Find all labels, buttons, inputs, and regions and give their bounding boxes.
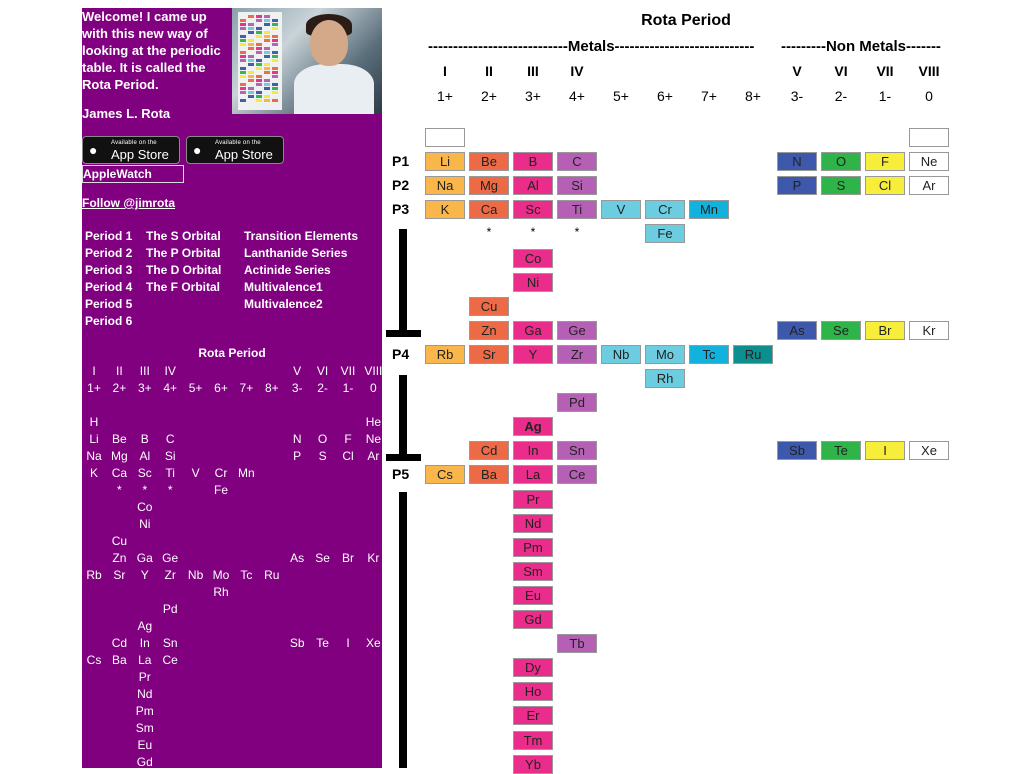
element-cell[interactable]: V [601,200,641,219]
nav-link-p-orbital[interactable]: The P Orbital [146,246,221,260]
period-bracket-bar [399,492,407,768]
element-cell[interactable]: C [557,152,597,171]
mini-cell: Mn [238,466,255,480]
element-cell[interactable]: Sr [469,345,509,364]
nav-series [244,228,358,313]
mini-cell: Ni [139,517,151,531]
element-cell[interactable]: N [777,152,817,171]
valence-label: 1- [878,88,892,104]
element-cell[interactable]: F [865,152,905,171]
group-label: VIII [918,63,940,79]
mini-cell: V [191,466,200,480]
element-cell[interactable]: Cs [425,465,465,484]
element-cell[interactable]: Pr [513,490,553,509]
nav-link-period-2[interactable]: Period 2 [85,246,133,260]
valence-label: 4+ [569,88,585,104]
element-cell[interactable]: O [821,152,861,171]
element-cell[interactable]: Rh [645,369,685,388]
element-cell[interactable]: Sm [513,562,553,581]
period-label: P3 [392,201,410,218]
photo-shirt [294,64,374,114]
mini-cell: C [165,432,175,446]
mini-cell: Mg [111,449,128,463]
element-cell[interactable]: Ru [733,345,773,364]
mini-cell: P [293,449,302,463]
element-cell[interactable]: Zn [469,321,509,340]
nav-link-period-5[interactable]: Period 5 [85,297,133,311]
mini-cell: Co [137,500,153,514]
nav-link-multivalence2[interactable]: Multivalence2 [244,297,323,311]
nav-link-d-orbital[interactable]: The D Orbital [146,263,222,277]
group-label: VI [834,63,848,79]
element-cell[interactable]: Ga [513,321,553,340]
element-cell[interactable]: Er [513,706,553,725]
mini-cell: Sm [135,721,154,735]
mini-cell: Sr [113,568,126,582]
mini-cell: * [117,483,122,497]
mini-cell: Na [86,449,102,463]
valence-label: 5+ [613,88,629,104]
mini-cell: Zn [112,551,127,565]
element-cell[interactable]: Nb [601,345,641,364]
sidebar [82,8,382,768]
mini-cell: Sn [162,636,178,650]
mini-cell: Sb [289,636,305,650]
valence-label: 2+ [481,88,497,104]
mini-cell: O [317,432,328,446]
photo-face [310,20,348,66]
mini-cell: * [167,483,173,497]
apple-logo-icon: ● [89,142,98,158]
element-cell[interactable]: Br [865,321,905,340]
mini-cell: Ca [111,466,128,480]
element-cell[interactable]: Se [821,321,861,340]
period-label: P2 [392,177,410,194]
element-cell[interactable]: Y [513,345,553,364]
mini-cell: I [92,364,96,378]
mini-cell: 4+ [163,381,178,395]
nav-link-actinide[interactable]: Actinide Series [244,263,331,277]
element-cell[interactable]: Li [425,152,465,171]
element-cell[interactable]: Xe [909,441,949,460]
empty-element-box [909,128,949,147]
follow-link[interactable]: Follow @jimrota [82,196,176,210]
mini-cell: 5+ [188,381,203,395]
nonmetals-header: ---------Non Metals------- [781,38,941,55]
period-bracket-bar [399,375,407,457]
mini-cell: S [318,449,327,463]
apple-logo-icon: ● [193,142,202,158]
element-cell[interactable]: Ag [513,417,553,436]
mini-cell: Se [315,551,330,565]
mini-cell: Sc [137,466,152,480]
mini-cell: II [116,364,123,378]
element-cell[interactable]: K [425,200,465,219]
element-cell[interactable]: Ba [469,465,509,484]
period-label: P5 [392,466,410,483]
mini-cell: Br [342,551,354,565]
mini-cell: Tc [240,568,253,582]
mini-cell: Rh [213,585,229,599]
metals-header: ----------------------------Metals---------------------------- [428,38,755,55]
period-label: P4 [392,345,410,362]
mini-cell: Cd [111,636,128,650]
nav-link-transition[interactable]: Transition Elements [244,229,359,243]
mini-cell: Nd [137,687,153,701]
valence-label: 1+ [437,88,453,104]
element-cell[interactable]: Si [557,176,597,195]
mini-cell: Pr [138,670,151,684]
period-bracket-foot [386,454,421,461]
element-cell[interactable]: In [513,441,553,460]
element-cell[interactable]: B [513,152,553,171]
nav-link-f-orbital[interactable]: The F Orbital [146,280,221,294]
valence-label: 0 [925,88,933,104]
valence-label: 2- [834,88,848,104]
element-cell[interactable]: P [777,176,817,195]
mini-cell: Ag [137,619,153,633]
app-store-big-text: App Store [111,147,169,162]
mini-cell: H [89,415,99,429]
element-cell[interactable]: Mn [689,200,729,219]
element-cell[interactable]: Sc [513,200,553,219]
nav-link-period-3[interactable]: Period 3 [85,263,133,277]
app-store-small-text: Available on the [111,140,157,146]
valence-label: 8+ [745,88,761,104]
star-marker: * [574,225,580,240]
mini-cell: 1- [342,381,354,395]
nav-link-s-orbital[interactable]: The S Orbital [146,229,221,243]
mini-cell: Pd [162,602,178,616]
mini-cell: 7+ [239,381,254,395]
element-cell[interactable]: Cu [469,297,509,316]
group-label: IV [570,63,584,79]
element-cell[interactable]: Sb [777,441,817,460]
mini-cell: 6+ [214,381,228,395]
mini-cell: IV [164,364,176,378]
mini-cell: 3- [291,381,303,395]
mini-cell: 8+ [264,381,279,395]
mini-cell: 1+ [87,381,101,395]
mini-cell: * [142,483,148,497]
nav-periods [85,228,132,330]
mini-cell: 0 [370,381,377,395]
element-cell[interactable]: Ti [557,200,597,219]
mini-cell: Mo [212,568,230,582]
mini-cell: Al [139,449,151,463]
mini-cell: VIII [364,364,382,378]
element-cell[interactable]: Cr [645,200,685,219]
mini-cell: K [89,466,98,480]
mini-cell: La [138,653,152,667]
mini-cell: Si [164,449,176,463]
mini-cell: Li [89,432,99,446]
element-cell[interactable]: Rb [425,345,465,364]
mini-cell: Ar [367,449,380,463]
group-label: III [527,63,539,79]
element-cell[interactable]: Pm [513,538,553,557]
element-cell[interactable]: Ni [513,273,553,292]
star-marker: * [486,225,492,240]
mini-cell: Gd [136,755,153,768]
app-store-button-watch[interactable] [186,136,284,164]
mini-cell: Zr [164,568,176,582]
element-cell[interactable]: Kr [909,321,949,340]
element-cell[interactable]: Ho [513,682,553,701]
mini-cell: F [344,432,352,446]
element-cell[interactable]: Na [425,176,465,195]
mini-cell: Ne [365,432,382,446]
mini-cell: Ti [165,466,175,480]
element-cell[interactable]: As [777,321,817,340]
mini-cell: Ga [136,551,153,565]
mini-cell: Be [112,432,127,446]
mini-cell: N [292,432,302,446]
element-cell[interactable]: Pd [557,393,597,412]
mini-cell: VII [340,364,356,378]
mini-cell: Cs [86,653,102,667]
empty-element-box [425,128,465,147]
element-cell[interactable]: Eu [513,586,553,605]
group-label: II [485,63,493,79]
mini-cell: 3+ [137,381,152,395]
mini-cell: In [139,636,150,650]
valence-label: 7+ [701,88,717,104]
element-cell[interactable]: Mo [645,345,685,364]
mini-cell: Kr [367,551,380,565]
mini-table-title: Rota Period [198,346,266,360]
group-label: V [792,63,802,79]
mini-cell: Ru [264,568,280,582]
periodic-table-thumbnail [238,12,282,110]
nav-orbitals [146,228,221,296]
valence-label: 3- [790,88,804,104]
mini-cell: Y [140,568,149,582]
mini-cell: VI [316,364,329,378]
element-cell[interactable]: Yb [513,755,553,774]
period-label: P1 [392,153,410,170]
element-cell[interactable]: Al [513,176,553,195]
author-name: James L. Rota [82,106,171,121]
element-cell[interactable]: Fe [645,224,685,243]
nav-link-period-1[interactable]: Period 1 [85,229,133,243]
period-bracket-bar [399,229,407,333]
element-cell[interactable]: S [821,176,861,195]
element-cell[interactable]: Gd [513,610,553,629]
nav-link-period-4[interactable]: Period 4 [85,280,133,294]
welcome-text: Welcome! I came up with this new way of looking at the periodic table. It is called the Rota Period. [82,9,221,92]
mini-cell: 2+ [112,381,127,395]
mini-cell: Rb [86,568,102,582]
element-cell[interactable]: Zr [557,345,597,364]
element-cell[interactable]: Te [821,441,861,460]
mini-cell: Ge [162,551,179,565]
element-cell[interactable]: Tc [689,345,729,364]
element-cell[interactable]: Mg [469,176,509,195]
mini-cell: Eu [137,738,153,752]
mini-cell: B [140,432,149,446]
page-title: Rota Period [641,12,731,29]
star-marker: * [530,225,536,240]
app-store-button[interactable] [82,136,180,164]
element-cell[interactable]: Be [469,152,509,171]
element-cell[interactable]: Ar [909,176,949,195]
mini-cell: As [290,551,305,565]
element-cell[interactable]: Ca [469,200,509,219]
mini-cell: Nb [187,568,204,582]
mini-cell: I [346,636,350,650]
element-cell[interactable]: Cl [865,176,905,195]
group-label: VII [876,63,894,79]
nav-link-period-6[interactable]: Period 6 [85,314,133,328]
element-cell[interactable]: I [865,441,905,460]
element-cell[interactable]: Tm [513,731,553,750]
element-cell[interactable]: Tb [557,634,597,653]
mini-cell: V [293,364,302,378]
valence-label: 6+ [657,88,673,104]
period-bracket-foot [386,330,421,337]
mini-cell: Cr [214,466,228,480]
mini-cell: Cu [111,534,128,548]
author-photo[interactable] [232,8,382,114]
mini-cell: 2- [317,381,328,395]
element-cell[interactable]: Co [513,249,553,268]
mini-cell: III [139,364,150,378]
element-cell[interactable]: Cd [469,441,509,460]
app-store-small-text: Available on the [215,140,261,146]
element-cell[interactable]: Nd [513,514,553,533]
element-cell[interactable]: Sn [557,441,597,460]
element-cell[interactable]: Dy [513,658,553,677]
mini-cell: Fe [213,483,228,497]
nav-link-lanthanide[interactable]: Lanthanide Series [244,246,348,260]
mini-cell: Pm [135,704,154,718]
mini-cell: Ce [162,653,178,667]
mini-cell: Te [316,636,329,650]
element-cell[interactable]: Ce [557,465,597,484]
nav-link-multivalence1[interactable]: Multivalence1 [244,280,323,294]
apple-watch-link[interactable]: AppleWatch [82,165,184,183]
mini-cell: Xe [366,636,381,650]
valence-label: 3+ [525,88,541,104]
element-cell[interactable]: La [513,465,553,484]
group-label: I [443,63,447,79]
mini-cell: He [365,415,382,429]
mini-cell: Ba [112,653,127,667]
element-cell[interactable]: Ge [557,321,597,340]
element-cell[interactable]: Ne [909,152,949,171]
app-store-big-text: App Store [215,147,273,162]
mini-cell: Cl [342,449,354,463]
